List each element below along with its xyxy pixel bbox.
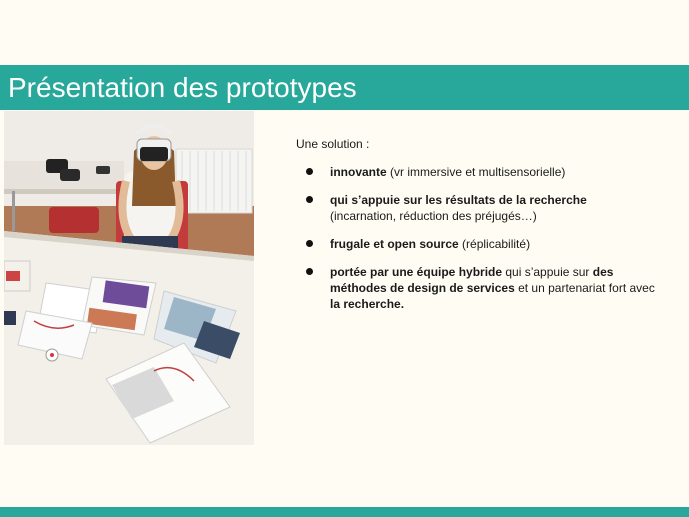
bullet-text: (réplicabilité) bbox=[458, 237, 531, 251]
bullet-item bbox=[296, 264, 656, 312]
bullet-item bbox=[296, 192, 656, 224]
bullet-bold: innovante bbox=[330, 165, 387, 179]
bullet-icon bbox=[306, 196, 313, 203]
bullet-text: (vr immersive et multisensorielle) bbox=[386, 165, 566, 179]
bullet-item bbox=[296, 236, 656, 252]
bottom-bar bbox=[0, 507, 689, 517]
intro-text: Une solution : bbox=[296, 137, 370, 151]
bullet-item bbox=[296, 164, 656, 180]
bullet-list bbox=[296, 164, 656, 312]
bullet-icon bbox=[306, 240, 313, 247]
bullet-icon bbox=[306, 168, 313, 175]
bullet-text: (incarnation, réduction des préjugés…) bbox=[330, 209, 537, 223]
content-block bbox=[296, 136, 656, 324]
bullet-bold: qui s’appuie sur les résultats de la recherche bbox=[330, 193, 587, 207]
bullet-bold: frugale et open source bbox=[330, 237, 459, 251]
title-bar bbox=[0, 65, 689, 110]
bullet-bold: portée par une équipe hybride bbox=[330, 265, 503, 279]
vr-user-photo bbox=[4, 111, 254, 445]
bullet-text: et un partenariat fort avec bbox=[514, 281, 655, 295]
bullet-bold: la recherche. bbox=[330, 297, 405, 311]
bullet-bold: des méthodes de design de services bbox=[330, 265, 614, 295]
bullet-text: qui s’appuie sur bbox=[502, 265, 593, 279]
bullet-icon bbox=[306, 268, 313, 275]
slide-title: Présentation des prototypes bbox=[8, 72, 357, 103]
